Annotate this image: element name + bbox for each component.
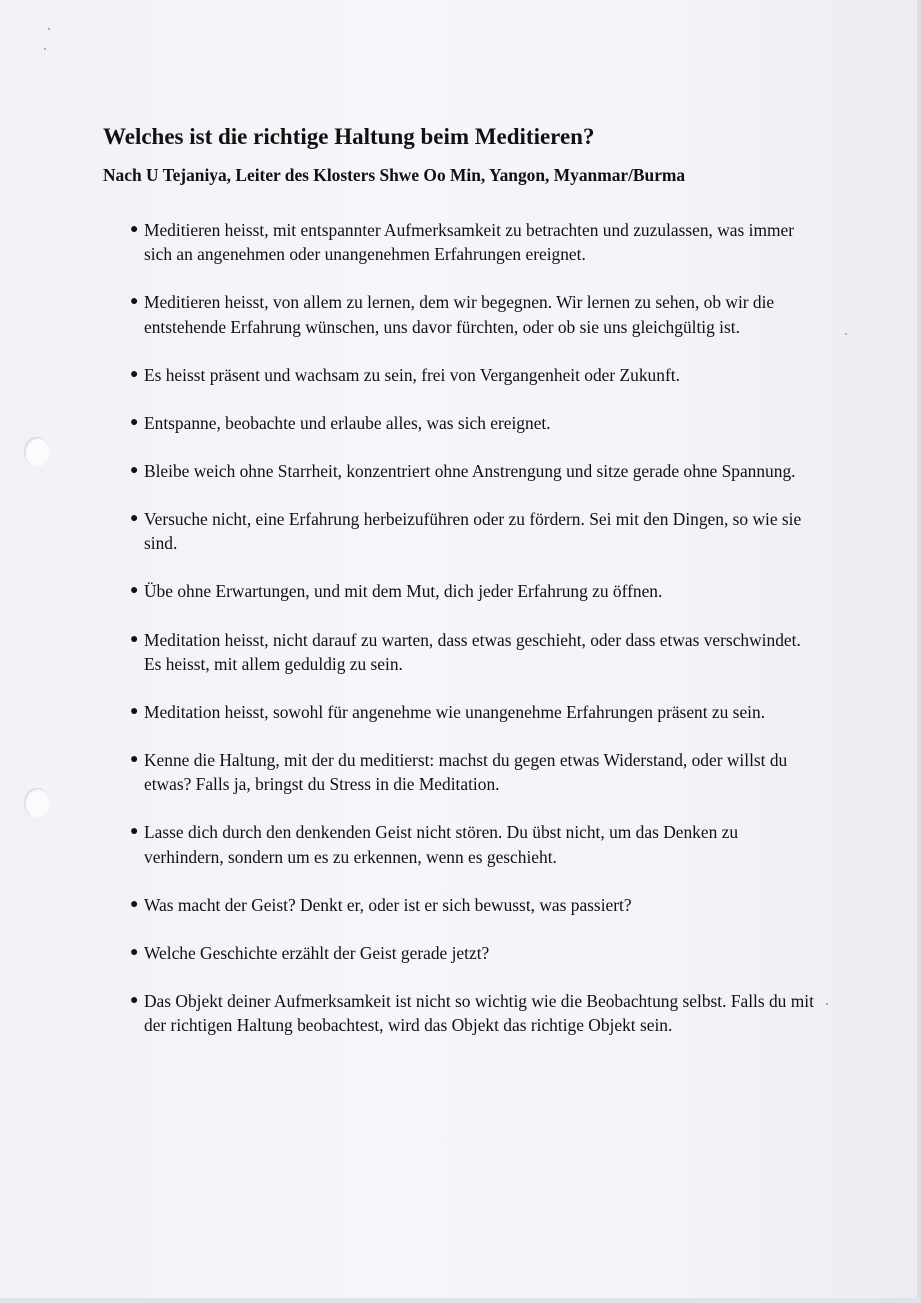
- scan-speck: [845, 333, 847, 335]
- list-item-text: Übe ohne Erwartungen, und mit dem Mut, dich jeder Erfahrung zu öffnen.: [144, 581, 663, 602]
- list-item-text: Meditation heisst, sowohl für angenehme wie unangenehme Erfahrungen präsent zu sein.: [144, 701, 766, 722]
- list-item-text: Bleibe weich ohne Starrheit, konzentriert ohne Anstrengung und sitze gerade ohne Spannung.: [144, 460, 796, 481]
- page-bottom-edge: [0, 1298, 921, 1303]
- list-item: [130, 748, 820, 797]
- list-item: [130, 290, 820, 339]
- list-item-text: Kenne die Haltung, mit der du meditierst: machst du gegen etwas Widerstand, oder willst du etwas? Falls ja, bringst du Stress in die Meditation.: [144, 750, 788, 795]
- list-item-text: Versuche nicht, eine Erfahrung herbeizuführen oder zu fördern. Sei mit den Dingen, so wie sie sind.: [144, 509, 802, 554]
- bullet-icon: ●: [130, 583, 139, 599]
- bullet-icon: ●: [130, 511, 139, 527]
- list-item: [130, 989, 820, 1038]
- scan-speck: [48, 28, 50, 30]
- list-item-text: Es heisst präsent und wachsam zu sein, frei von Vergangenheit oder Zukunft.: [144, 364, 680, 385]
- punch-hole-icon: [24, 788, 50, 818]
- bullet-icon: ●: [130, 703, 139, 719]
- list-item: [130, 820, 820, 869]
- list-item-text: Das Objekt deiner Aufmerksamkeit ist nicht so wichtig wie die Beobachtung selbst. Falls du mit der richtigen Haltung beobachtest, wird das Objekt das richtige Objekt sein.: [144, 991, 814, 1036]
- list-item: [130, 893, 820, 917]
- scan-speck: [826, 1003, 828, 1005]
- list-item: [130, 459, 820, 483]
- bullet-icon: ●: [130, 993, 139, 1008]
- list-item: [130, 507, 820, 556]
- bullet-icon: ●: [130, 752, 139, 768]
- punch-hole-icon: [24, 437, 50, 467]
- list-item-text: Meditation heisst, nicht darauf zu warten, dass etwas geschieht, oder dass etwas verschwindet. Es heisst, mit allem geduldig zu sein.: [144, 629, 801, 674]
- page-subtitle: Nach U Tejaniya, Leiter des Klosters Shwe Oo Min, Yangon, Myanmar/Burma: [103, 165, 686, 185]
- list-item-text: Meditieren heisst, mit entspannter Aufmerksamkeit zu betrachten und zuzulassen, was immer sich an angenehmen oder unangenehmen Erfahrungen ereignet.: [144, 220, 795, 265]
- bullet-icon: ●: [130, 222, 139, 237]
- list-item: [130, 218, 820, 267]
- list-item: [130, 363, 820, 387]
- bullet-icon: ●: [130, 294, 139, 310]
- list-item-text: Lasse dich durch den denkenden Geist nicht stören. Du übst nicht, um das Denken zu verhindern, sondern um es zu erkennen, wenn es geschieht.: [144, 822, 739, 867]
- scan-speck: [44, 48, 46, 50]
- bullet-icon: ●: [130, 824, 139, 840]
- list-item: [130, 411, 820, 435]
- list-item: [130, 628, 820, 677]
- list-item: [130, 700, 820, 724]
- list-item-text: Meditieren heisst, von allem zu lernen, dem wir begegnen. Wir lernen zu sehen, ob wir die entstehende Erfahrung wünschen, uns davor fürchten, oder ob sie uns gleichgültig ist.: [144, 292, 775, 337]
- list-item: [130, 579, 820, 603]
- bullet-icon: ●: [130, 631, 139, 647]
- bullet-icon: ●: [130, 366, 139, 382]
- bullet-icon: ●: [130, 944, 139, 960]
- list-item-text: Welche Geschichte erzählt der Geist gerade jetzt?: [144, 942, 490, 963]
- meditation-points-list: [130, 218, 820, 1061]
- page-title: Welches ist die richtige Haltung beim Meditieren?: [103, 124, 595, 149]
- page-right-edge: [917, 0, 921, 1303]
- list-item-text: Was macht der Geist? Denkt er, oder ist er sich bewusst, was passiert?: [144, 894, 632, 915]
- list-item-text: Entspanne, beobachte und erlaube alles, was sich ereignet.: [144, 412, 551, 433]
- bullet-icon: ●: [130, 896, 139, 912]
- list-item: [130, 941, 820, 965]
- bullet-icon: ●: [130, 462, 139, 478]
- bullet-icon: ●: [130, 414, 139, 430]
